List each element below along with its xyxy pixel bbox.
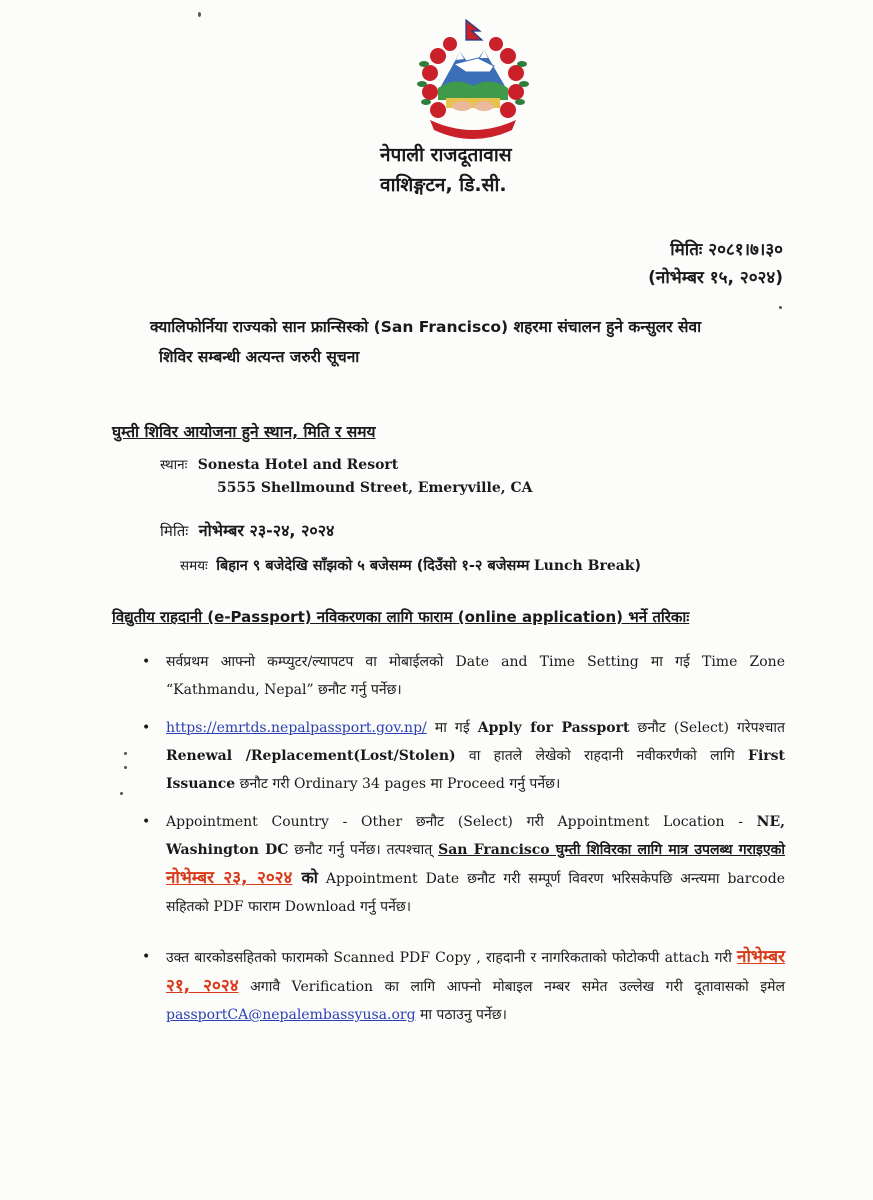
list-item <box>140 714 785 798</box>
camp-date-label: मितिः <box>160 522 189 540</box>
venue-name: Sonesta Hotel and Resort <box>197 457 399 473</box>
item-2-text-e: वा हातले लेखेको राहदानी नवीकरणको लागि <box>455 748 749 764</box>
date-bs: मितिः २०८१।७।३० <box>670 240 783 260</box>
venue-address: 5555 Shellmound Street, Emeryville, CA <box>217 480 533 496</box>
email-link[interactable]: passportCA@nepalembassyusa.org <box>166 1007 416 1023</box>
item-1-text: सर्वप्रथम आफ्नो कम्प्युटर/ल्यापटप वा मोबाईलको Date and Time Setting मा गई Time Zone “Kathmandu, Nepal” छनौट गर्नु पर्नेछ। <box>166 654 785 698</box>
venue-row <box>160 455 398 473</box>
subject-line-1: क्यालिफोर्निया राज्यको सान फ्रान्सिस्को (San Francisco) शहरमा संचालन हुने कन्सुलर सेवा <box>150 318 702 336</box>
notice-date <box>648 236 783 292</box>
date-ad: (नोभेम्बर १५, २०२४) <box>648 268 783 288</box>
scan-speck <box>124 752 127 755</box>
renewal-option-text: Renewal /Replacement(Lost/Stolen) <box>166 748 456 764</box>
first-issuance-text: First Issuance <box>166 748 785 792</box>
bullet-icon: • <box>142 949 151 965</box>
item-3-text-f: को <box>292 868 318 887</box>
item-2-text-c: छनौट (Select) गरेपश्चात <box>629 720 786 736</box>
instructions-heading: विद्युतीय राहदानी (e-Passport) नविकरणका लागि फाराम (online application) भर्ने तरिकाः <box>112 608 690 626</box>
bullet-icon: • <box>142 814 151 830</box>
item-4-text-a: उक्त बारकोडसहितको फारामको Scanned PDF Copy , राहदानी र नागरिकताको फोटोकपी attach गरी <box>166 950 738 966</box>
item-3-text-a: Appointment Country - Other छनौट (Select) गरी Appointment Location - <box>166 814 757 830</box>
item-2-text-a: मा गई <box>426 720 478 736</box>
notice-subject <box>150 312 790 372</box>
appointment-location-text: NE, Washington DC <box>166 814 785 858</box>
bullet-icon: • <box>142 720 151 736</box>
item-4-text-c: मा पठाउनु पर्नेछ। <box>415 1007 507 1023</box>
coat-of-arms-emblem <box>408 18 538 143</box>
camp-details-heading: घुम्ती शिविर आयोजना हुने स्थान, मिति र समय <box>112 423 376 441</box>
item-4-text-b: अगावै Verification का लागि आफ्नो मोबाइल नम्बर समेत उल्लेख गरी दूतावासको इमेल <box>238 979 785 995</box>
list-item <box>140 943 785 1029</box>
instructions-list <box>140 648 785 1039</box>
item-3-text-c: छनौट गर्नु पर्नेछ। तत्पश्चात् <box>288 842 439 858</box>
camp-date-value: नोभेम्बर २३-२४, २०२४ <box>198 521 335 540</box>
camp-time-close: ) <box>634 558 641 574</box>
camp-time-label: समयः <box>180 558 208 574</box>
list-item <box>140 648 785 704</box>
subject-line-2: शिविर सम्बन्धी अत्यन्त जरुरी सूचना <box>159 348 360 366</box>
list-item <box>140 808 785 921</box>
apply-for-passport-text: Apply for Passport <box>477 720 630 736</box>
emblem-ribbon-text: जननी जन्मभूमिश्च स्वर्गादपि गरीयसी <box>453 120 493 124</box>
scan-speck <box>120 792 123 795</box>
camp-lunch-break: Lunch Break <box>533 558 635 574</box>
camp-date-row <box>160 519 334 541</box>
emrtds-link[interactable]: https://emrtds.nepalpassport.gov.np/ <box>166 720 427 736</box>
item-3-text-g: Appointment Date छनौट गरी सम्पूर्ण विवरण भरिसकेपछि अन्त्यमा barcode सहितको PDF फाराम Download गर्नु पर्नेछ। <box>166 871 785 915</box>
camp-time-row <box>180 555 641 575</box>
item-2-text-g: छनौट गरी Ordinary 34 pages मा Proceed गर्नु पर्नेछ। <box>235 776 561 792</box>
camp-time-value: बिहान ९ बजेदेखि साँझको ५ बजेसम्म (दिउँसो १-२ बजेसम्म <box>216 558 530 574</box>
appointment-date-highlight: नोभेम्बर २३, २०२४ <box>166 868 293 888</box>
office-location-line: वाशिङ्गटन, डि.सी. <box>380 174 507 196</box>
office-name-line: नेपाली राजदूतावास <box>380 144 512 166</box>
embassy-name <box>380 140 580 200</box>
venue-label: स्थानः <box>160 457 188 473</box>
scan-speck <box>779 306 782 309</box>
sf-camp-only-text: San Francisco घुम्ती शिविरका लागि मात्र उपलब्ध गराइएको <box>438 842 785 858</box>
verification-deadline-highlight: नोभेम्बर २१, २०२४ <box>166 947 785 996</box>
scan-speck <box>124 766 127 769</box>
bullet-icon: • <box>142 654 151 670</box>
scan-speck <box>198 12 201 17</box>
